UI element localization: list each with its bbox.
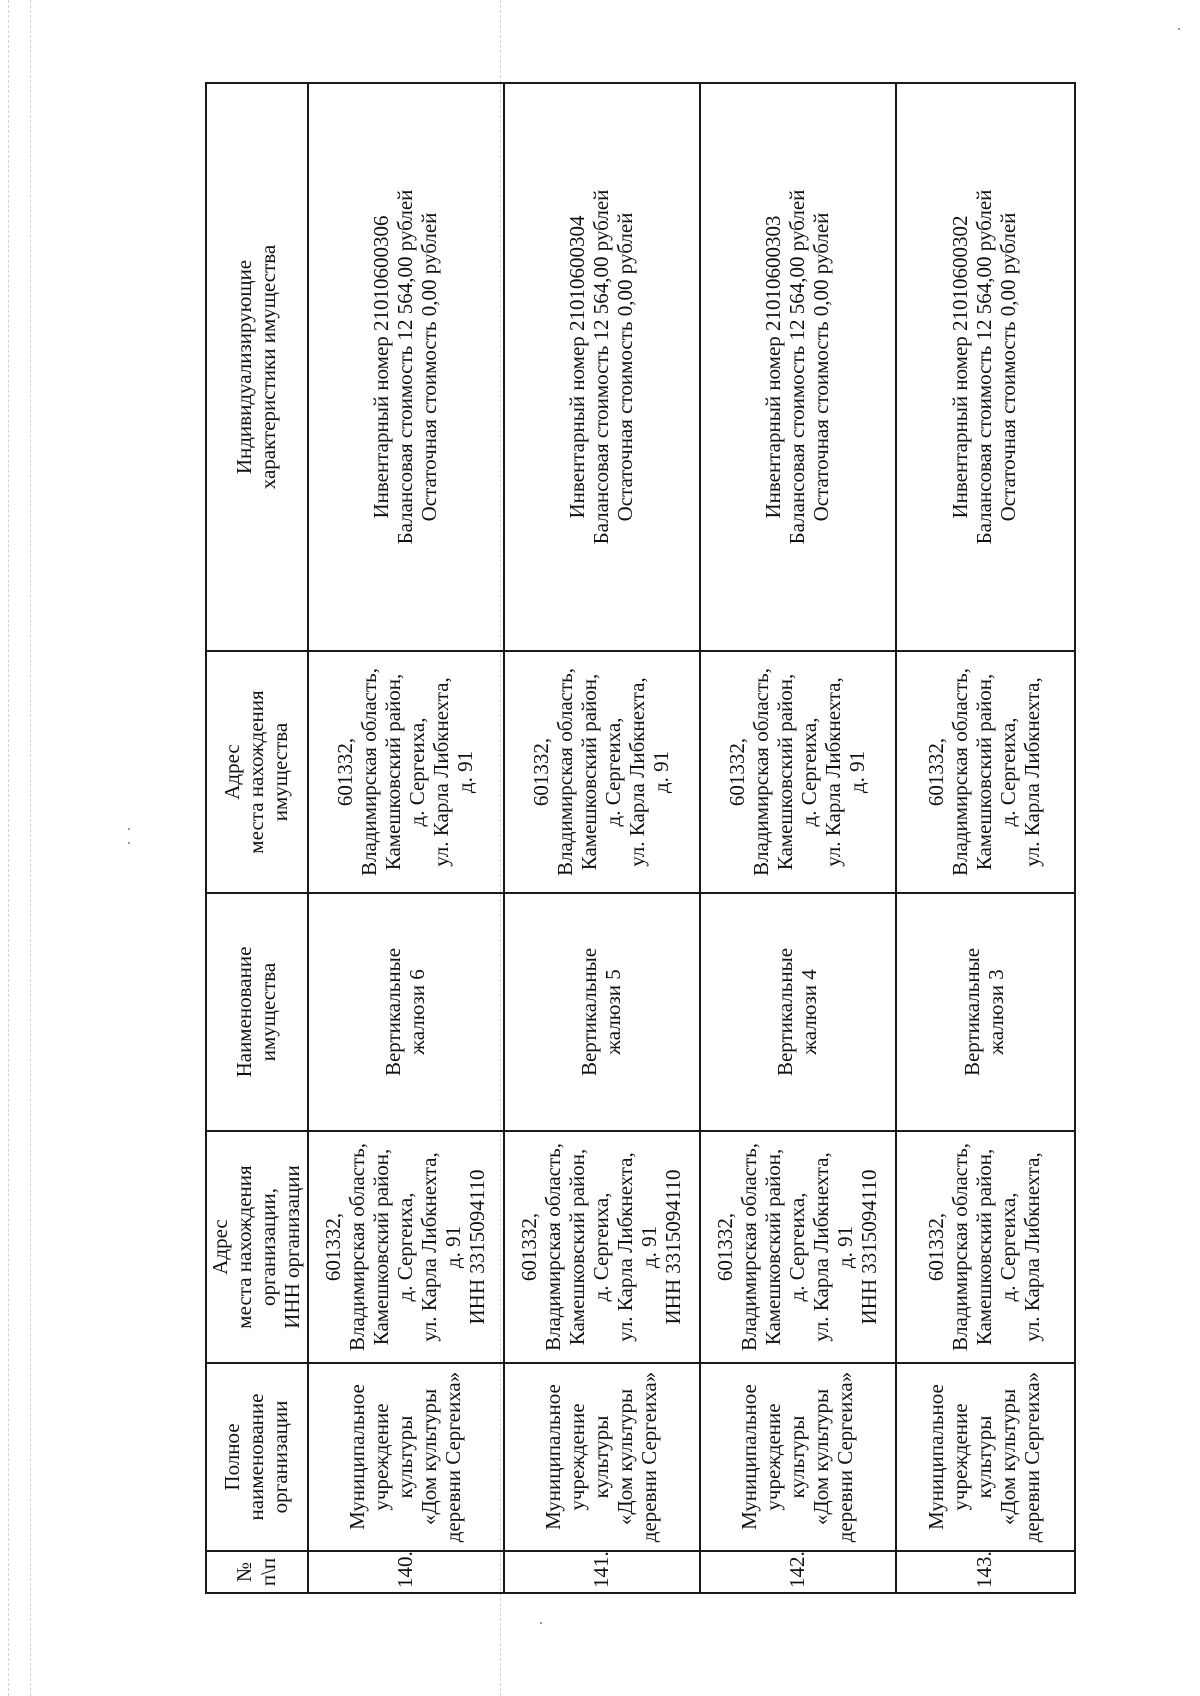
- property-name-cell: Вертикальные жалюзи 4: [700, 893, 896, 1131]
- scan-speck: [128, 828, 130, 830]
- scan-artifact-line: [30, 0, 31, 1696]
- org-address-cell: 601332, Владимирская область, Камешковский район, д. Сергеиха, ул. Карла Либкнехта, д. 91 ИНН 3315094110: [700, 1131, 896, 1363]
- org-name-cell: Муниципальное учреждение культуры «Дом культуры деревни Сергеиха»: [896, 1363, 1075, 1551]
- table-row: [700, 83, 896, 1593]
- row-number: 140.: [308, 1551, 504, 1593]
- property-name-cell: Вертикальные жалюзи 5: [504, 893, 700, 1131]
- header-property-name: Наименование имущества: [206, 893, 308, 1131]
- org-name-cell: Муниципальное учреждение культуры «Дом культуры деревни Сергеиха»: [700, 1363, 896, 1551]
- header-org-name: Полное наименование организации: [206, 1363, 308, 1551]
- scan-speck: [128, 842, 130, 844]
- table-row: [308, 83, 504, 1593]
- scan-speck: [540, 1622, 542, 1624]
- property-name-cell: Вертикальные жалюзи 3: [896, 893, 1075, 1131]
- characteristics-cell: Инвентарный номер 21010600306 Балансовая стоимость 12 564,00 рублей Остаточная стоимость 0,00 рублей: [308, 83, 504, 651]
- rotated-table-wrapper: [205, 84, 1045, 1594]
- org-address-cell: 601332, Владимирская область, Камешковский район, д. Сергеиха, ул. Карла Либкнехта, д. 91 ИНН 3315094110: [308, 1131, 504, 1363]
- characteristics-cell: Инвентарный номер 21010600304 Балансовая стоимость 12 564,00 рублей Остаточная стоимость 0,00 рублей: [504, 83, 700, 651]
- row-number: 143.: [896, 1551, 1075, 1593]
- table-header-row: [206, 83, 308, 1593]
- characteristics-cell: Инвентарный номер 21010600302 Балансовая стоимость 12 564,00 рублей Остаточная стоимость 0,00 рублей: [896, 83, 1075, 651]
- property-address-cell: 601332, Владимирская область, Камешковский район, д. Сергеиха, ул. Карла Либкнехта, д. 91: [504, 651, 700, 893]
- org-name-cell: Муниципальное учреждение культуры «Дом культуры деревни Сергеиха»: [504, 1363, 700, 1551]
- org-name-cell: Муниципальное учреждение культуры «Дом культуры деревни Сергеиха»: [308, 1363, 504, 1551]
- header-property-address: Адрес места нахождения имущества: [206, 651, 308, 893]
- characteristics-cell: Инвентарный номер 21010600303 Балансовая стоимость 12 564,00 рублей Остаточная стоимость 0,00 рублей: [700, 83, 896, 651]
- header-num: № п\п: [206, 1551, 308, 1593]
- table-row: [504, 83, 700, 1593]
- row-number: 142.: [700, 1551, 896, 1593]
- table-row: [896, 83, 1075, 1593]
- property-address-cell: 601332, Владимирская область, Камешковский район, д. Сергеиха, ул. Карла Либкнехта, д. 91: [700, 651, 896, 893]
- org-address-cell: 601332, Владимирская область, Камешковский район, д. Сергеиха, ул. Карла Либкнехта, д. 91 ИНН 3315094110: [504, 1131, 700, 1363]
- property-table: [205, 82, 1076, 1594]
- property-address-cell: 601332, Владимирская область, Камешковский район, д. Сергеиха, ул. Карла Либкнехта,: [896, 651, 1075, 893]
- header-characteristics: Индивидуализирующие характеристики имущества: [206, 83, 308, 651]
- row-number: 141.: [504, 1551, 700, 1593]
- scan-speck: [1178, 28, 1180, 30]
- org-address-cell: 601332, Владимирская область, Камешковский район, д. Сергеиха, ул. Карла Либкнехта,: [896, 1131, 1075, 1363]
- header-org-address: Адрес места нахождения организации, ИНН организации: [206, 1131, 308, 1363]
- property-address-cell: 601332, Владимирская область, Камешковский район, д. Сергеиха, ул. Карла Либкнехта, д. 91: [308, 651, 504, 893]
- property-name-cell: Вертикальные жалюзи 6: [308, 893, 504, 1131]
- scan-artifact-line: [8, 0, 9, 1696]
